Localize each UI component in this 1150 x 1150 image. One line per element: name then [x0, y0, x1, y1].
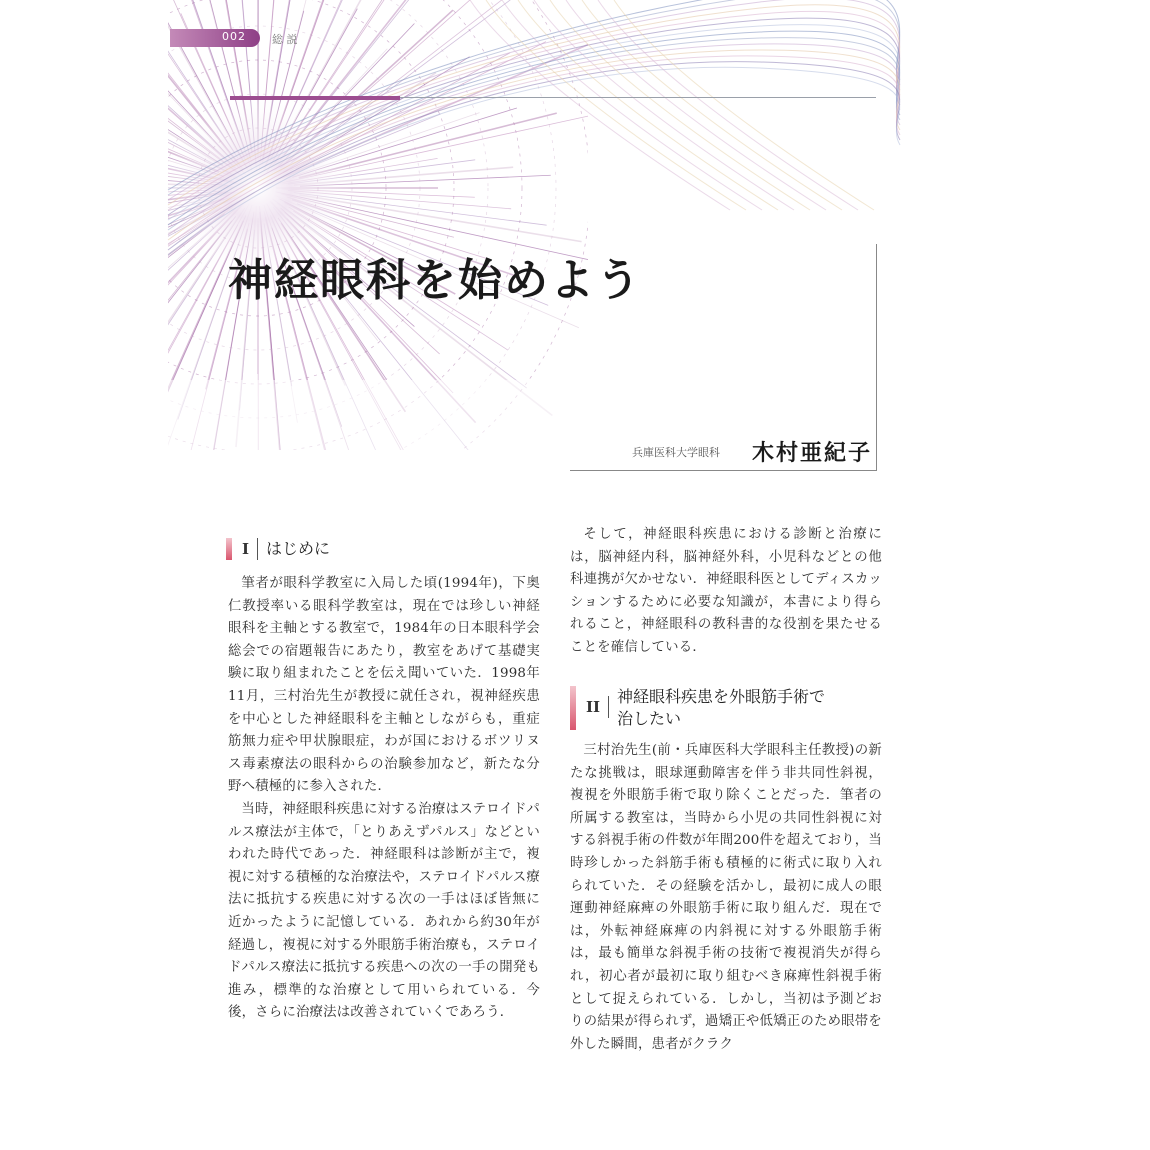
header-accent-bar [230, 96, 400, 100]
section-number: II [586, 696, 609, 718]
right-column-bottom [570, 740, 882, 1056]
left-column [228, 573, 540, 1025]
section-title-line: 神経眼科疾患を外眼筋手術で [617, 687, 826, 706]
section-heading-2 [570, 686, 825, 730]
section-marker [226, 538, 232, 560]
section-title: はじめに [266, 539, 331, 558]
page-number: 002 [222, 30, 246, 43]
paragraph: そして，神経眼科疾患における診断と治療には，脳神経内科，脳神経外科，小児科などとの他科連携が欠かせない．神経眼科医としてディスカッションするために必要な知識が，本書により得られること，神経眼科の教科書的な役割を果たせることを確信している． [570, 527, 882, 655]
section-title [617, 686, 825, 730]
section-title-line: 治したい [617, 709, 682, 728]
section-number: I [242, 538, 258, 560]
paragraph: 当時，神経眼科疾患に対する治療はステロイドパルス療法が主体で，「とりあえずパルス」などといわれた時代であった．神経眼科は診断が主で，複視に対する積極的な治療法や，ステロイドパルス療法に抵抗する疾患に対する次の一手はほぼ皆無に近かったように記憶している．あれから約30年が経過し，複視に対する外眼筋手術治療も，ステロイドパルス療法に抵抗する疾患への次の一手の開発も進み，標準的な治療として用いられている．今後，さらに治療法は改善されていくであろう． [228, 801, 540, 1021]
section-marker [570, 686, 576, 730]
section-heading-1 [226, 538, 330, 560]
paragraph: 筆者が眼科学教室に入局した頃(1994年)，下奥仁教授率いる眼科学教室は，現在では珍しい神経眼科を主軸とする教室で，1984年の日本眼科学会総会での宿題報告にあたり，教室をあげて基礎実験に取り組まれたことを伝え聞いていた．1998年11月，三村治先生が教授に就任され，視神経疾患を中心とした神経眼科を主軸としながらも，重症筋無力症や甲状腺眼症，わが国におけるボツリヌス毒素療法の眼科からの治験参加など，新たな分野へ積極的に参入された． [228, 576, 540, 795]
header-rule [400, 97, 876, 98]
article-title: 神経眼科を始めよう [228, 255, 642, 306]
section-label: 総 説 [272, 33, 298, 46]
page-number-tab [170, 29, 260, 47]
author-name: 木村亜紀子 [752, 441, 873, 466]
author-affiliation: 兵庫医科大学眼科 [632, 446, 720, 459]
right-column-top [570, 524, 882, 660]
paragraph: 三村治先生(前・兵庫医科大学眼科主任教授)の新たな挑戦は，眼球運動障害を伴う非共同性斜視，複視を外眼筋手術で取り除くことだった．筆者の所属する教室は，当時から小児の共同性斜視に対する斜視手術の件数が年間200件を超えており，当時珍しかった斜筋手術も積極的に術式に取り入れられていた．その経験を活かし，最初に成人の眼運動神経麻痺の外眼筋手術に取り組んだ．現在では，外転神経麻痺の内斜視に対する外眼筋手術は，最も簡単な斜視手術の技術で複視消失が得られ，初心者が最初に取り組むべき麻痺性斜視手術として捉えられている．しかし，当初は予測どおりの結果が得られず，過矯正や低矯正のため眼帯を外した瞬間，患者がクラク [570, 743, 882, 1052]
